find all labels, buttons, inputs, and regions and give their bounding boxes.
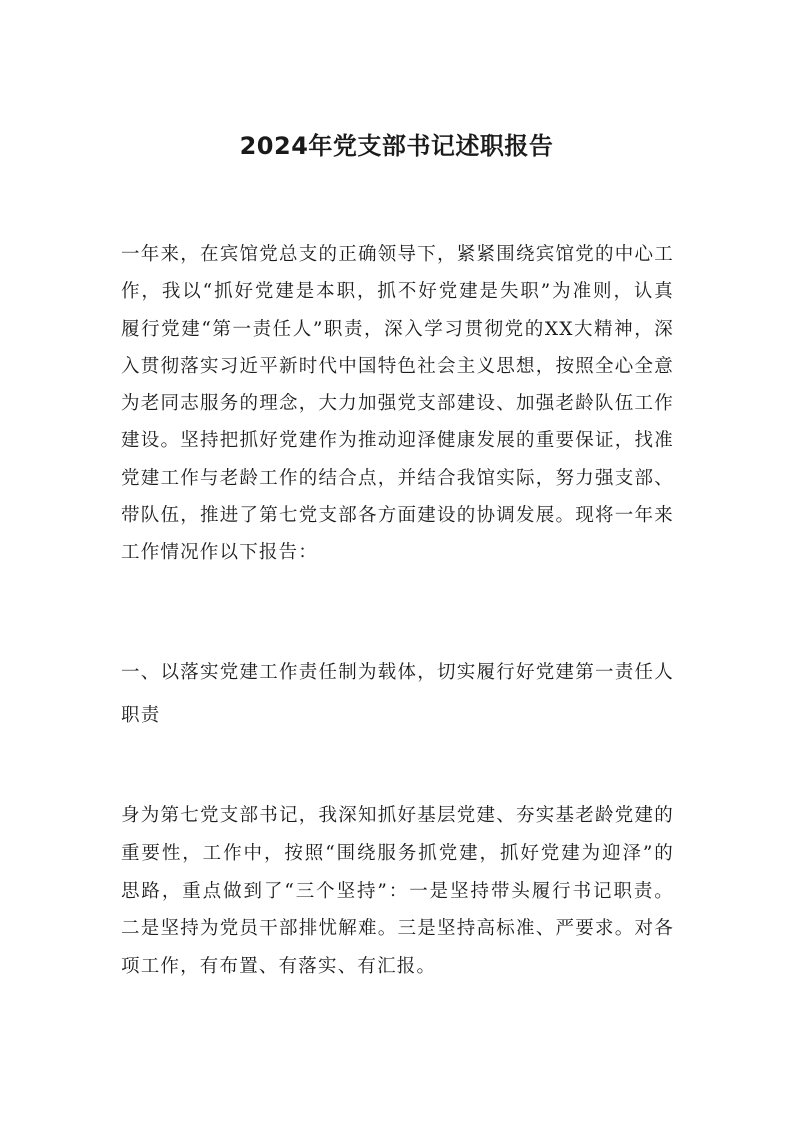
section-heading: 一、以落实党建工作责任制为载体，切实履行好党建第一责任人职责 [121, 662, 674, 726]
section-body-paragraph: 身为第七党支部书记，我深知抓好基层党建、夯实基老龄党建的重要性，工作中，按照“围绕服务抓党建，抓好党建为迎泽”的思路，重点做到了“三个坚持”：一是坚持带头履行书记职责。二是坚持为党员干部排忧解难。三是坚持高标准、严要求。对各项工作，有布置、有落实、有汇报。 [121, 805, 674, 978]
document-title: 2024年党支部书记述职报告 [239, 132, 554, 160]
intro-paragraph: 一年来，在宾馆党总支的正确领导下，紧紧围绕宾馆党的中心工作，我以“抓好党建是本职，抓不好党建是失职”为准则，认真履行党建“第一责任人”职责，深入学习贯彻党的XX大精神，深入贯彻落实习近平新时代中国特色社会主义思想，按照全心全意为老同志服务的理念，大力加强党支部建设、加强老龄队伍工作建设。坚持把抓好党建作为推动迎泽健康发展的重要保证，找准党建工作与老龄工作的结合点，并结合我馆实际，努力强支部、带队伍，推进了第七党支部各方面建设的协调发展。现将一年来工作情况作以下报告： [121, 244, 674, 564]
